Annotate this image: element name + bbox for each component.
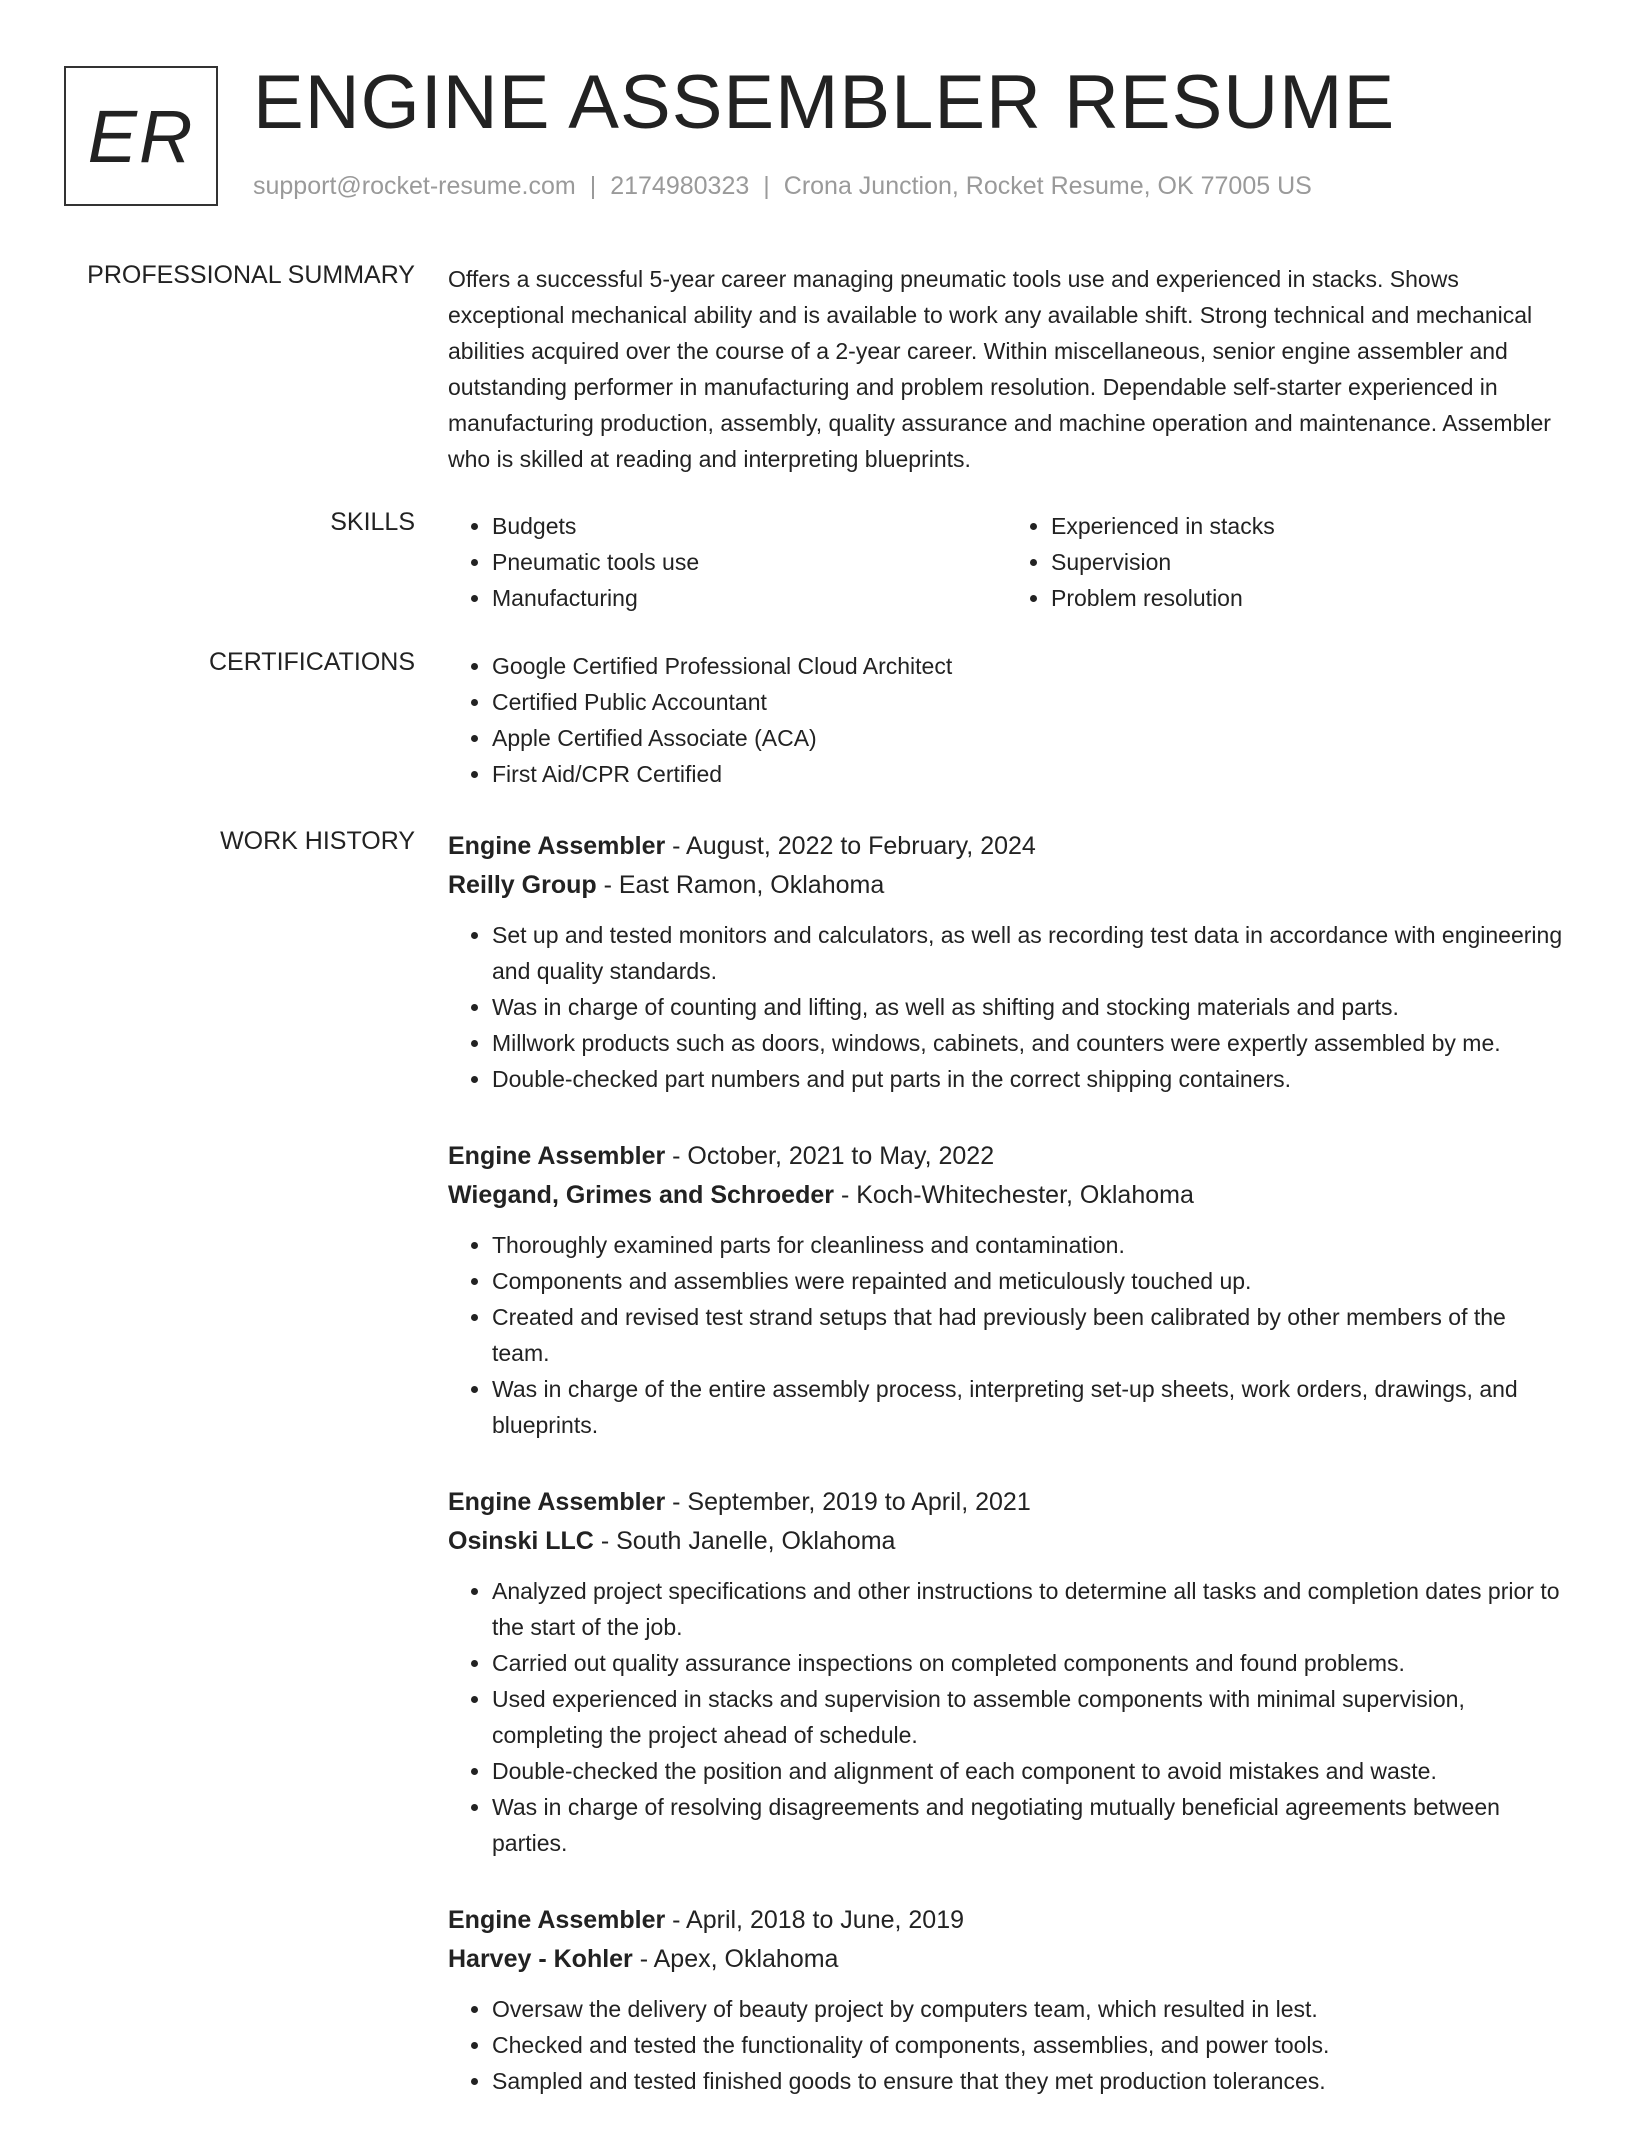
job-title: Engine Assembler [448,1488,666,1516]
job-company: Osinski LLC [448,1527,594,1555]
job-duties-list [448,1227,1566,1443]
contact-separator: | [763,172,770,200]
skills-list-right [1007,508,1566,616]
job-duty: • Millwork products such as doors, windows, cabinets, and counters were expertly assembled by me. [492,1025,1566,1061]
skill-item: • Pneumatic tools use [492,544,1007,580]
job-duty: • Thoroughly examined parts for cleanliness and contamination. [492,1227,1566,1263]
job-location: - Koch-Whitechester, Oklahoma [834,1181,1194,1209]
skills-list-left [448,508,1007,616]
certification-item: • Google Certified Professional Cloud Architect [492,648,1566,684]
resume-title: ENGINE ASSEMBLER RESUME [253,60,1396,145]
contact-separator: | [589,172,597,200]
initials-text: ER [87,94,195,178]
summary-text: Offers a successful 5-year career managing pneumatic tools use and experienced in stacks. Shows exceptional mechanical ability and is available to work any available shift. Strong technical and mechanical abilities acquired over the course of a 2-year career. Within miscellaneous, senior engine assembler and outstanding performer in manufacturing and problem resolution. Dependable self-starter experienced in manufacturing production, assembly, quality assurance and machine operation and maintenance. Assembler who is skilled at reading and interpreting blueprints. [448,266,1551,472]
job-company-line [448,1522,1566,1561]
skill-item: • Supervision [1051,544,1566,580]
job-entry [448,1901,1566,2099]
job-duty: • Double-checked the position and alignment of each component to avoid mistakes and waste. [492,1753,1566,1789]
job-duty: • Analyzed project specifications and other instructions to determine all tasks and completion dates prior to the start of the job. [492,1573,1566,1645]
certifications-content [448,648,1566,792]
section-label-skills: SKILLS [330,508,415,536]
skill-item: • Problem resolution [1051,580,1566,616]
job-duty: • Oversaw the delivery of beauty project by computers team, which resulted in lest. [492,1991,1566,2027]
skill-item: • Manufacturing [492,580,1007,616]
job-company: Wiegand, Grimes and Schroeder [448,1181,834,1209]
certifications-list [448,648,1566,792]
job-title: Engine Assembler [448,1906,666,1934]
skills-content [448,508,1566,616]
job-location: - Apex, Oklahoma [632,1945,839,1973]
section-label-certifications: CERTIFICATIONS [208,648,415,676]
contact-address: Crona Junction, Rocket Resume, OK 77005 US [783,172,1312,200]
job-location: - South Janelle, Oklahoma [593,1527,896,1555]
contact-line [253,172,1312,201]
job-duty: • Was in charge of counting and lifting, as well as shifting and stocking materials and parts. [492,989,1566,1025]
contact-email: support@rocket-resume.com [253,172,576,200]
section-label-summary: PROFESSIONAL SUMMARY [87,261,415,289]
job-duties-list [448,1991,1566,2099]
work-history-content [448,827,1566,2139]
section-label-work-history: WORK HISTORY [220,827,415,855]
job-entry [448,827,1566,1097]
job-location: - East Ramon, Oklahoma [596,871,885,899]
job-company-line [448,866,1566,905]
job-duty: • Used experienced in stacks and supervision to assemble components with minimal supervision, completing the project ahead of schedule. [492,1681,1566,1753]
job-duty: • Carried out quality assurance inspections on completed components and found problems. [492,1645,1566,1681]
job-duty: • Checked and tested the functionality of components, assemblies, and power tools. [492,2027,1566,2063]
certification-item: • Certified Public Accountant [492,684,1566,720]
job-dates: - August, 2022 to February, 2024 [665,832,1036,860]
job-entry [448,1483,1566,1861]
job-duty: • Was in charge of the entire assembly process, interpreting set-up sheets, work orders, drawings, and blueprints. [492,1371,1566,1443]
job-title-line [448,1137,1566,1176]
job-title: Engine Assembler [448,832,666,860]
summary-content [448,261,1566,477]
job-duty: • Double-checked part numbers and put parts in the correct shipping containers. [492,1061,1566,1097]
skill-item: • Experienced in stacks [1051,508,1566,544]
job-duty: • Was in charge of resolving disagreements and negotiating mutually beneficial agreements between parties. [492,1789,1566,1861]
job-dates: - October, 2021 to May, 2022 [665,1142,995,1170]
job-company-line [448,1176,1566,1215]
job-duty: • Sampled and tested finished goods to ensure that they met production tolerances. [492,2063,1566,2099]
initials-monogram [64,66,218,206]
job-title-line [448,827,1566,866]
job-entry [448,1137,1566,1443]
job-title: Engine Assembler [448,1142,666,1170]
certification-item: • Apple Certified Associate (ACA) [492,720,1566,756]
job-duties-list [448,917,1566,1097]
job-dates: - September, 2019 to April, 2021 [665,1488,1031,1516]
job-title-line [448,1483,1566,1522]
job-company: Reilly Group [448,871,597,899]
job-duty: • Set up and tested monitors and calculators, as well as recording test data in accordance with engineering and quality standards. [492,917,1566,989]
job-company-line [448,1940,1566,1979]
certification-item: • First Aid/CPR Certified [492,756,1566,792]
contact-phone: 2174980323 [610,172,750,200]
job-dates: - April, 2018 to June, 2019 [665,1906,965,1934]
job-duties-list [448,1573,1566,1861]
job-duty: • Components and assemblies were repainted and meticulously touched up. [492,1263,1566,1299]
skill-item: • Budgets [492,508,1007,544]
job-company: Harvey - Kohler [448,1945,633,1973]
job-duty: • Created and revised test strand setups that had previously been calibrated by other members of the team. [492,1299,1566,1371]
job-title-line [448,1901,1566,1940]
